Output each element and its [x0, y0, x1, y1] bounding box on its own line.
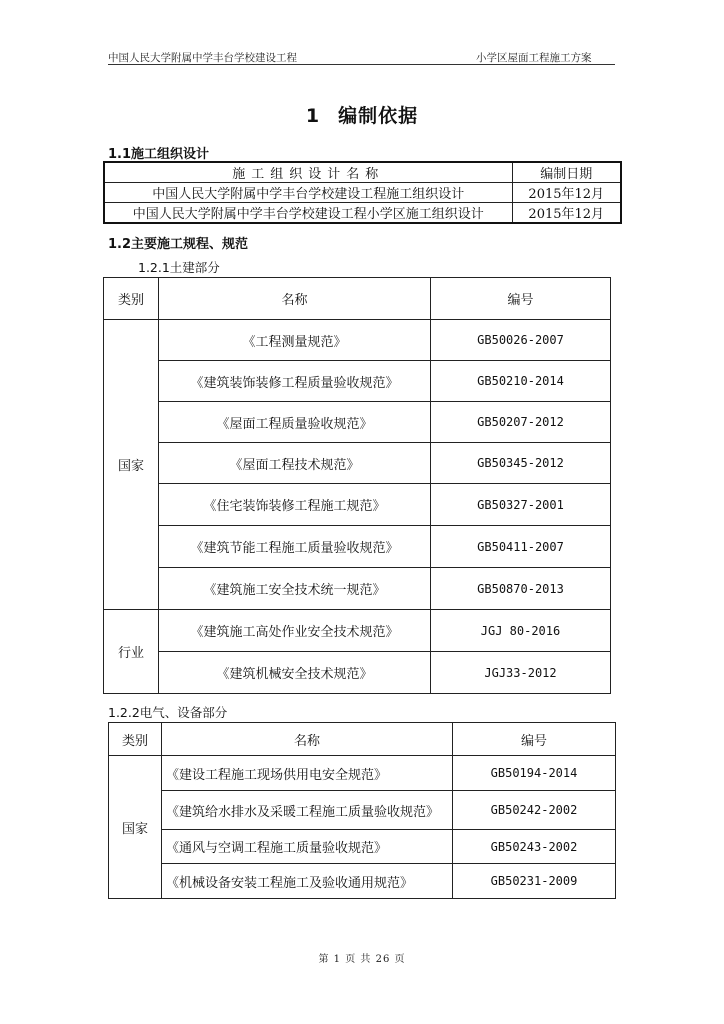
chapter-title	[0, 101, 724, 128]
table-row	[104, 610, 611, 652]
subsection-heading-electrical: 1.2.2电气、设备部分	[108, 705, 228, 720]
table-header-row	[104, 278, 611, 320]
standard-code: GB50194-2014	[453, 756, 616, 791]
category-cell: 国家	[109, 756, 162, 899]
section-heading-1-1: 1.1施工组织设计	[108, 147, 210, 162]
table-row	[104, 361, 611, 402]
table-row	[104, 652, 611, 694]
table-row	[104, 484, 611, 526]
category-cell: 国家	[104, 320, 159, 610]
col-header-name: 名称	[162, 723, 453, 756]
design-date: 2015年12月	[512, 203, 621, 224]
table-row	[104, 183, 621, 203]
standard-code: GB50243-2002	[453, 830, 616, 864]
standard-code: GB50207-2012	[431, 402, 611, 443]
standard-name: 《通风与空调工程施工质量验收规范》	[162, 830, 453, 864]
standard-name: 《屋面工程质量验收规范》	[159, 402, 431, 443]
col-header-code: 编号	[453, 723, 616, 756]
standard-name: 《住宅装饰装修工程施工规范》	[159, 484, 431, 526]
category-cell: 行业	[104, 610, 159, 694]
col-header-date: 编制日期	[512, 162, 621, 183]
table-row	[109, 791, 616, 830]
page-footer: 第 1 页 共 26 页	[318, 954, 406, 965]
col-header-category: 类别	[109, 723, 162, 756]
running-header-doc-title: 小学区屋面工程施工方案	[476, 52, 592, 64]
table-row	[104, 320, 611, 361]
standard-code: GB50242-2002	[453, 791, 616, 830]
standard-name: 《建筑机械安全技术规范》	[159, 652, 431, 694]
section-heading-1-2: 1.2主要施工规程、规范	[108, 237, 249, 252]
standard-code: GB50210-2014	[431, 361, 611, 402]
table-row	[109, 864, 616, 899]
design-date: 2015年12月	[512, 183, 621, 203]
table-header-row	[104, 162, 621, 183]
standard-name: 《建筑给水排水及采暖工程施工质量验收规范》	[162, 791, 453, 830]
standard-name: 《机械设备安装工程施工及验收通用规范》	[162, 864, 453, 899]
col-header-category: 类别	[104, 278, 159, 320]
standard-name: 《屋面工程技术规范》	[159, 443, 431, 484]
table-row	[109, 830, 616, 864]
standard-code: GB50327-2001	[431, 484, 611, 526]
table-row	[104, 402, 611, 443]
standard-code: JGJ 80-2016	[431, 610, 611, 652]
table-row	[104, 443, 611, 484]
standard-name: 《建筑节能工程施工质量验收规范》	[159, 526, 431, 568]
col-header-code: 编号	[431, 278, 611, 320]
subsection-heading-civil: 1.2.1土建部分	[138, 260, 220, 275]
chapter-number: 1	[305, 105, 321, 127]
standard-code: GB50231-2009	[453, 864, 616, 899]
design-name: 中国人民大学附属中学丰台学校建设工程小学区施工组织设计	[104, 203, 512, 224]
standard-code: GB50345-2012	[431, 443, 611, 484]
civil-standards-table	[103, 277, 611, 694]
col-header-name: 施工组织设计名称	[104, 162, 512, 183]
design-name: 中国人民大学附属中学丰台学校建设工程施工组织设计	[104, 183, 512, 203]
standard-name: 《建筑施工安全技术统一规范》	[159, 568, 431, 610]
construction-org-design-table	[103, 161, 622, 224]
header-rule	[108, 64, 615, 65]
table-row	[104, 526, 611, 568]
standard-name: 《建设工程施工现场供用电安全规范》	[162, 756, 453, 791]
table-header-row	[109, 723, 616, 756]
chapter-title-text: 编制依据	[338, 105, 419, 127]
table-row	[104, 203, 621, 224]
standard-name: 《建筑施工高处作业安全技术规范》	[159, 610, 431, 652]
electrical-standards-table	[108, 722, 616, 899]
running-header-project: 中国人民大学附属中学丰台学校建设工程	[108, 52, 297, 64]
standard-code: GB50026-2007	[431, 320, 611, 361]
col-header-name: 名称	[159, 278, 431, 320]
table-row	[109, 756, 616, 791]
standard-name: 《工程测量规范》	[159, 320, 431, 361]
table-row	[104, 568, 611, 610]
standard-code: GB50870-2013	[431, 568, 611, 610]
standard-code: GB50411-2007	[431, 526, 611, 568]
standard-name: 《建筑装饰装修工程质量验收规范》	[159, 361, 431, 402]
standard-code: JGJ33-2012	[431, 652, 611, 694]
